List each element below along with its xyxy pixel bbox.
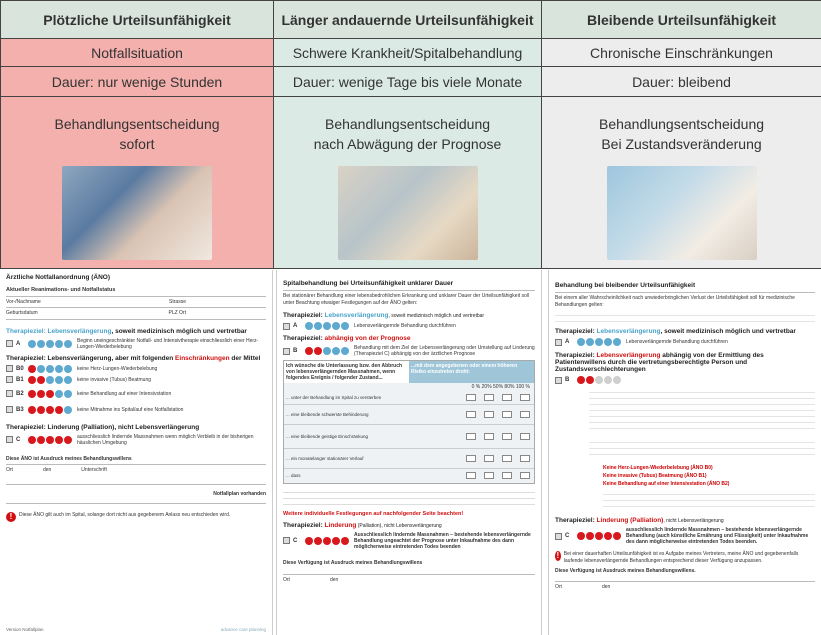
document-hospital-treatment: Spitalbehandlung bei Urteilsunfähigkeit unklarer Dauer Bei stationärer Behandlung einer lebensbedrohlichen Erkrankung und unklarer Dauer der Urteilsunfähigkeit soll unter Beachtung etwaiger Festlegungen auf der ÄNO gelten: Therapieziel: Lebensverlängerung, soweit medizinisch möglich und vertretbar A Lebensverlängernde Behandlung durchführen Therapieziel: abhängig von der Prognose B Behandlung mit dem Ziel der Lebensverlängerung oder Umstellung auf Linderung (Therapieziel C) abhängig von der ärztlichen Prognose Ich wünsche die Unterlassung bzw. den Abbruch von lebensverlängernden Massnahmen, wenn folgendes Ereignis / folgender Zustand... ...mit dem angegebenen oder einem höheren Risiko einzutreten droht: 0 % 20% 50% 80% 100 % ... unter der Behandlung im Spital zu versterben ... eine bleibende schwerste Behinderung ... eine bleibende geistige Einschränkung ... ein monatelanger stationärer Verlauf ... dass Weitere individuelle Festlegungen auf nachfolgender Seite beachten! Therapieziel: Linderung (Palliation), nicht Lebensverlängerung C Ausschliesslich lindernde Massnahmen – bestehende lebensverlängernde Behandlung ungeachtet der Prognose unter Inkaufnahme des dann möglicherweise eintretenden Todes beenden Diese Verfügung ist Ausdruck meines Behandlungswillens Ort den [276, 270, 542, 635]
doc3-title: Behandlung bei bleibender Urteilsunfähigkeit [555, 282, 696, 289]
doc1-option-b3[interactable]: B3 keine Mitnahme ins Spital/auf eine Notfallstation [6, 406, 266, 414]
doc1-goal2: Therapieziel: Lebensverlängerung, aber mit folgenden Einschränkungen der Mittel [6, 354, 261, 362]
doc1-checkbox-b1[interactable] [6, 376, 13, 383]
intensive-care-photo [338, 166, 478, 260]
doc3-checkbox-c[interactable] [555, 533, 562, 540]
doc2-option-b[interactable]: B Behandlung mit dem Ziel der Lebensverlängerung oder Umstellung auf Linderung (Therapieziel C) abhängig von der ärztlichen Prognose [283, 345, 535, 357]
doc1-field-city: PLZ Ort [168, 310, 186, 316]
doc2-intro: Bei stationärer Behandlung einer lebensbedrohlichen Erkrankung und unklarer Dauer der Urteilsunfähigkeit soll unter Beachtung etwaiger Festlegungen auf der ÄNO gelten: [283, 293, 529, 306]
decision-sudden-line1: Behandlungsentscheidung [54, 115, 220, 132]
warning-icon: ! [556, 551, 560, 560]
document-emergency-order: Ärztliche Notfallanordnung (ÄNO) Aktueller Reanimations- und Notfallstatus Vor-/Nachname Strasse Geburtsdatum PLZ Ort Therapieziel: Lebensverlängerung, soweit medizinisch möglich und vertretbar A Beginn uneingeschränkter Notfall- und Intensivtherapie einschliesslich einer Herz-Lungen-Wiederbelebung Therapieziel: Lebensverlängerung, aber mit folgenden Einschränkungen der Mittel B0 keine Herz-Lungen-Wiederbelebung B1 keine invasive (Tubus) Beatmung B2 keine Behandlung auf einer Intensivstation B3 keine Mitnahme ins Spital/auf eine Notfallstation Therapieziel: Linderung (Palliation), nicht Lebensverlängerung C ausschliesslich lindernde Massnahmen wenn möglich Verbleib in der bisherigen häuslichen Umgebung Diese ÄNO ist Ausdruck meines Behandlungswillens Ort den Unterschrift Notfallplan vorhanden ! Diese ÄNO gilt auch im Spital, solange dort nicht aus gegebenem Anlass neu entschieden wird. Version Notfallplan advance care planning [0, 270, 273, 635]
doc2-warning: Weitere individuelle Festlegungen auf nachfolgender Seite beachten! [283, 510, 464, 517]
document-permanent-treatment: Behandlung bei bleibender Urteilsunfähigkeit Bei einem aller Wahrscheinlichkeit nach unwiederbringlichen Verlust der Urteilsfähigkeit soll für medizinische Behandlungen gelten: Therapieziel: Lebensverlängerung, soweit medizinisch möglich und vertretbar A Lebensverlängernde Behandlung durchführen Therapieziel: Lebensverlängerung abhängig von der Ermittlung des Patientenwillens durch die vertretungsberechtigte Person und Zustandsverschlechterungen B Keine Herz-Lungen-Wiederbelebung (ÄNO B0) Keine invasive (Tubus) Beatmung (ÄNO B1) Keine Behandlung auf einer Intensivstation (ÄNO B2) Therapieziel: Linderung (Palliation), nicht Lebensverlängerung C ausschliesslich lindernde Massnahmen – bestehende lebensverlängernde Behandlung (auch künstliche Ernährung und Flüssigkeit) unter Inkaufnahme des dann möglicherweise eintretenden Todes beenden. ! Bei einer dauerhaften Urteilsunfähigkeit ist es Aufgabe meines Vertreters, meine ÄNO und gegebenenfalls laufende lebensverlängernde Behandlungen entsprechend dieser Verfügung anzupassen. Diese Verfügung ist Ausdruck meines Behandlungswillens. Ort den [548, 270, 821, 635]
doc1-checkbox-c[interactable] [6, 436, 13, 443]
decision-prolonged-line2: nach Abwägung der Prognose [313, 135, 502, 152]
emergency-team-photo [62, 166, 212, 260]
doc1-option-b1[interactable]: B1 keine invasive (Tubus) Beatmung [6, 376, 266, 384]
header-prolonged: Länger andauernde Urteilsunfähigkeit [274, 1, 542, 39]
decision-permanent [542, 97, 821, 269]
doc2-goal1: Therapieziel: Lebensverlängerung, soweit medizinisch möglich und vertretbar [283, 312, 485, 319]
header-sudden: Plötzliche Urteilsunfähigkeit [1, 1, 274, 39]
doc3-option-b[interactable]: B [555, 376, 815, 384]
doc2-will: Diese Verfügung ist Ausdruck meines Behandlungswillens [283, 559, 423, 566]
doc1-checkbox-b2[interactable] [6, 390, 13, 397]
doc1-option-c[interactable]: C ausschliesslich lindernde Massnahmen wenn möglich Verbleib in der bisherigen häuslichen Umgebung [6, 434, 266, 446]
duration-prolonged: Dauer: wenige Tage bis viele Monate [274, 67, 542, 97]
doc2-grid-row[interactable]: ... ein monatelanger stationärer Verlauf [284, 449, 534, 469]
decision-prolonged-line1: Behandlungsentscheidung [324, 115, 491, 132]
doc2-title: Spitalbehandlung bei Urteilsunfähigkeit unklarer Dauer [283, 280, 454, 287]
doc3-restriction-2: Keine invasive (Tubus) Beatmung (ÄNO B1) [603, 473, 707, 479]
duration-sudden: Dauer: nur wenige Stunden [1, 67, 274, 97]
doc1-field-dob: Geburtsdatum [6, 310, 38, 316]
duration-permanent: Dauer: bleibend [542, 67, 821, 97]
doc1-checkbox-b0[interactable] [6, 365, 13, 372]
doc2-prognosis-grid: Ich wünsche die Unterlassung bzw. den Abbruch von lebensverlängernden Massnahmen, wenn folgendes Ereignis / folgender Zustand... ...mit dem angegebenen oder einem höheren Risiko einzutreten droht: 0 % 20% 50% 80% 100 % ... unter der Behandlung im Spital zu versterben ... eine bleibende schwerste Behinderung ... eine bleibende geistige Einschränkung ... ein monatelanger stationärer Verlauf ... dass [283, 360, 535, 484]
doc1-checkbox-a[interactable] [6, 340, 13, 347]
doc3-checkbox-a[interactable] [555, 339, 562, 346]
doc2-grid-row[interactable]: ... eine bleibende schwerste Behinderung [284, 405, 534, 425]
doc3-note: Bei einer dauerhaften Urteilsunfähigkeit ist es Aufgabe meines Vertreters, meine ÄNO und gegebenenfalls laufende lebensverlängernde Behandlungen entsprechend dieser Verfügung anzupassen. [563, 551, 799, 564]
doc1-status: Aktueller Reanimations- und Notfallstatus [6, 287, 116, 293]
doc2-goal3: Therapieziel: Linderung (Palliation), nicht Lebensverlängerung [283, 521, 442, 529]
doc2-option-c[interactable]: C Ausschliesslich lindernde Massnahmen – bestehende lebensverlängernde Behandlung ungeachtet der Prognose unter Inkaufnahme des dann möglicherweise eintretenden Todes beenden [283, 532, 535, 550]
doc1-will: Diese ÄNO ist Ausdruck meines Behandlungswillens [6, 455, 132, 462]
doc1-option-a[interactable]: A Beginn uneingeschränkter Notfall- und Intensivtherapie einschliesslich einer Herz-Lungen-Wiederbelebung [6, 338, 266, 350]
doc3-goal3: Therapieziel: Linderung (Palliation), nicht Lebensverlängerung [555, 517, 724, 524]
doc3-goal2: Therapieziel: Lebensverlängerung abhängig von der Ermittlung des Patientenwillens durch die vertretungsberechtigte Person und Zustandsverschlechterungen [555, 352, 764, 373]
warning-icon: ! [6, 512, 16, 522]
doc2-grid-row[interactable]: ... eine bleibende geistige Einschränkung [284, 425, 534, 449]
doc2-goal2: Therapieziel: abhängig von der Prognose [283, 335, 411, 342]
situation-prolonged: Schwere Krankheit/Spitalbehandlung [274, 39, 542, 67]
decision-prolonged [274, 97, 542, 269]
doc3-goal1: Therapieziel: Lebensverlängerung, soweit medizinisch möglich und vertretbar [555, 328, 796, 335]
decision-sudden-line2: sofort [119, 135, 155, 152]
doc2-checkbox-c[interactable] [283, 537, 290, 544]
doc1-goal3: Therapieziel: Linderung (Palliation), nicht Lebensverlängerung [6, 423, 200, 431]
decision-permanent-line1: Behandlungsentscheidung [598, 115, 765, 132]
doc2-checkbox-b[interactable] [283, 348, 290, 355]
doc1-field-street: Strasse [169, 298, 186, 305]
doc1-validity: Diese ÄNO gilt auch im Spital, solange dort nicht aus gegebenem Anlass neu entschieden wird. [19, 512, 231, 518]
doc3-intro: Bei einem aller Wahrscheinlichkeit nach unwiederbringlichen Verlust der Urteilsfähigkeit soll für medizinische Behandlungen gelten: [555, 295, 795, 308]
care-home-photo [607, 166, 757, 260]
doc3-will: Diese Verfügung ist Ausdruck meines Behandlungswillens. [555, 568, 696, 574]
decision-sudden [1, 97, 274, 269]
doc1-option-b0[interactable]: B0 keine Herz-Lungen-Wiederbelebung [6, 365, 266, 373]
overview-table [0, 0, 821, 269]
doc1-goal1: Therapieziel: Lebensverlängerung, soweit medizinisch möglich und vertretbar [6, 327, 247, 335]
doc1-emergency-plan: Notfallplan vorhanden [213, 490, 266, 497]
doc1-field-name: Vor-/Nachname [6, 298, 41, 305]
doc2-grid-row[interactable]: ... dass [284, 469, 534, 483]
doc3-option-c[interactable]: C ausschliesslich lindernde Massnahmen – bestehende lebensverlängernde Behandlung (auch künstliche Ernährung und Flüssigkeit) unter Inkaufnahme des dann möglicherweise eintretenden Todes beenden. [555, 527, 815, 545]
doc1-option-b2[interactable]: B2 keine Behandlung auf einer Intensivstation [6, 390, 266, 398]
doc2-grid-row[interactable]: ... unter der Behandlung im Spital zu versterben [284, 392, 534, 405]
doc3-restriction-3: Keine Behandlung auf einer Intensivstation (ÄNO B2) [603, 481, 730, 487]
header-permanent: Bleibende Urteilsunfähigkeit [542, 1, 821, 39]
doc1-checkbox-b3[interactable] [6, 406, 13, 413]
doc2-option-a[interactable]: A Lebensverlängernde Behandlung durchführen [283, 322, 535, 330]
decision-permanent-line2: Bei Zustandsveränderung [601, 135, 762, 152]
doc3-option-a[interactable]: A Lebensverlängernde Behandlung durchführen [555, 338, 815, 346]
doc2-checkbox-a[interactable] [283, 323, 290, 330]
situation-permanent: Chronische Einschränkungen [542, 39, 821, 67]
doc3-checkbox-b[interactable] [555, 377, 562, 384]
situation-sudden: Notfallsituation [1, 39, 274, 67]
doc3-restriction-1: Keine Herz-Lungen-Wiederbelebung (ÄNO B0) [603, 465, 713, 471]
doc1-title: Ärztliche Notfallanordnung (ÄNO) [6, 274, 110, 281]
